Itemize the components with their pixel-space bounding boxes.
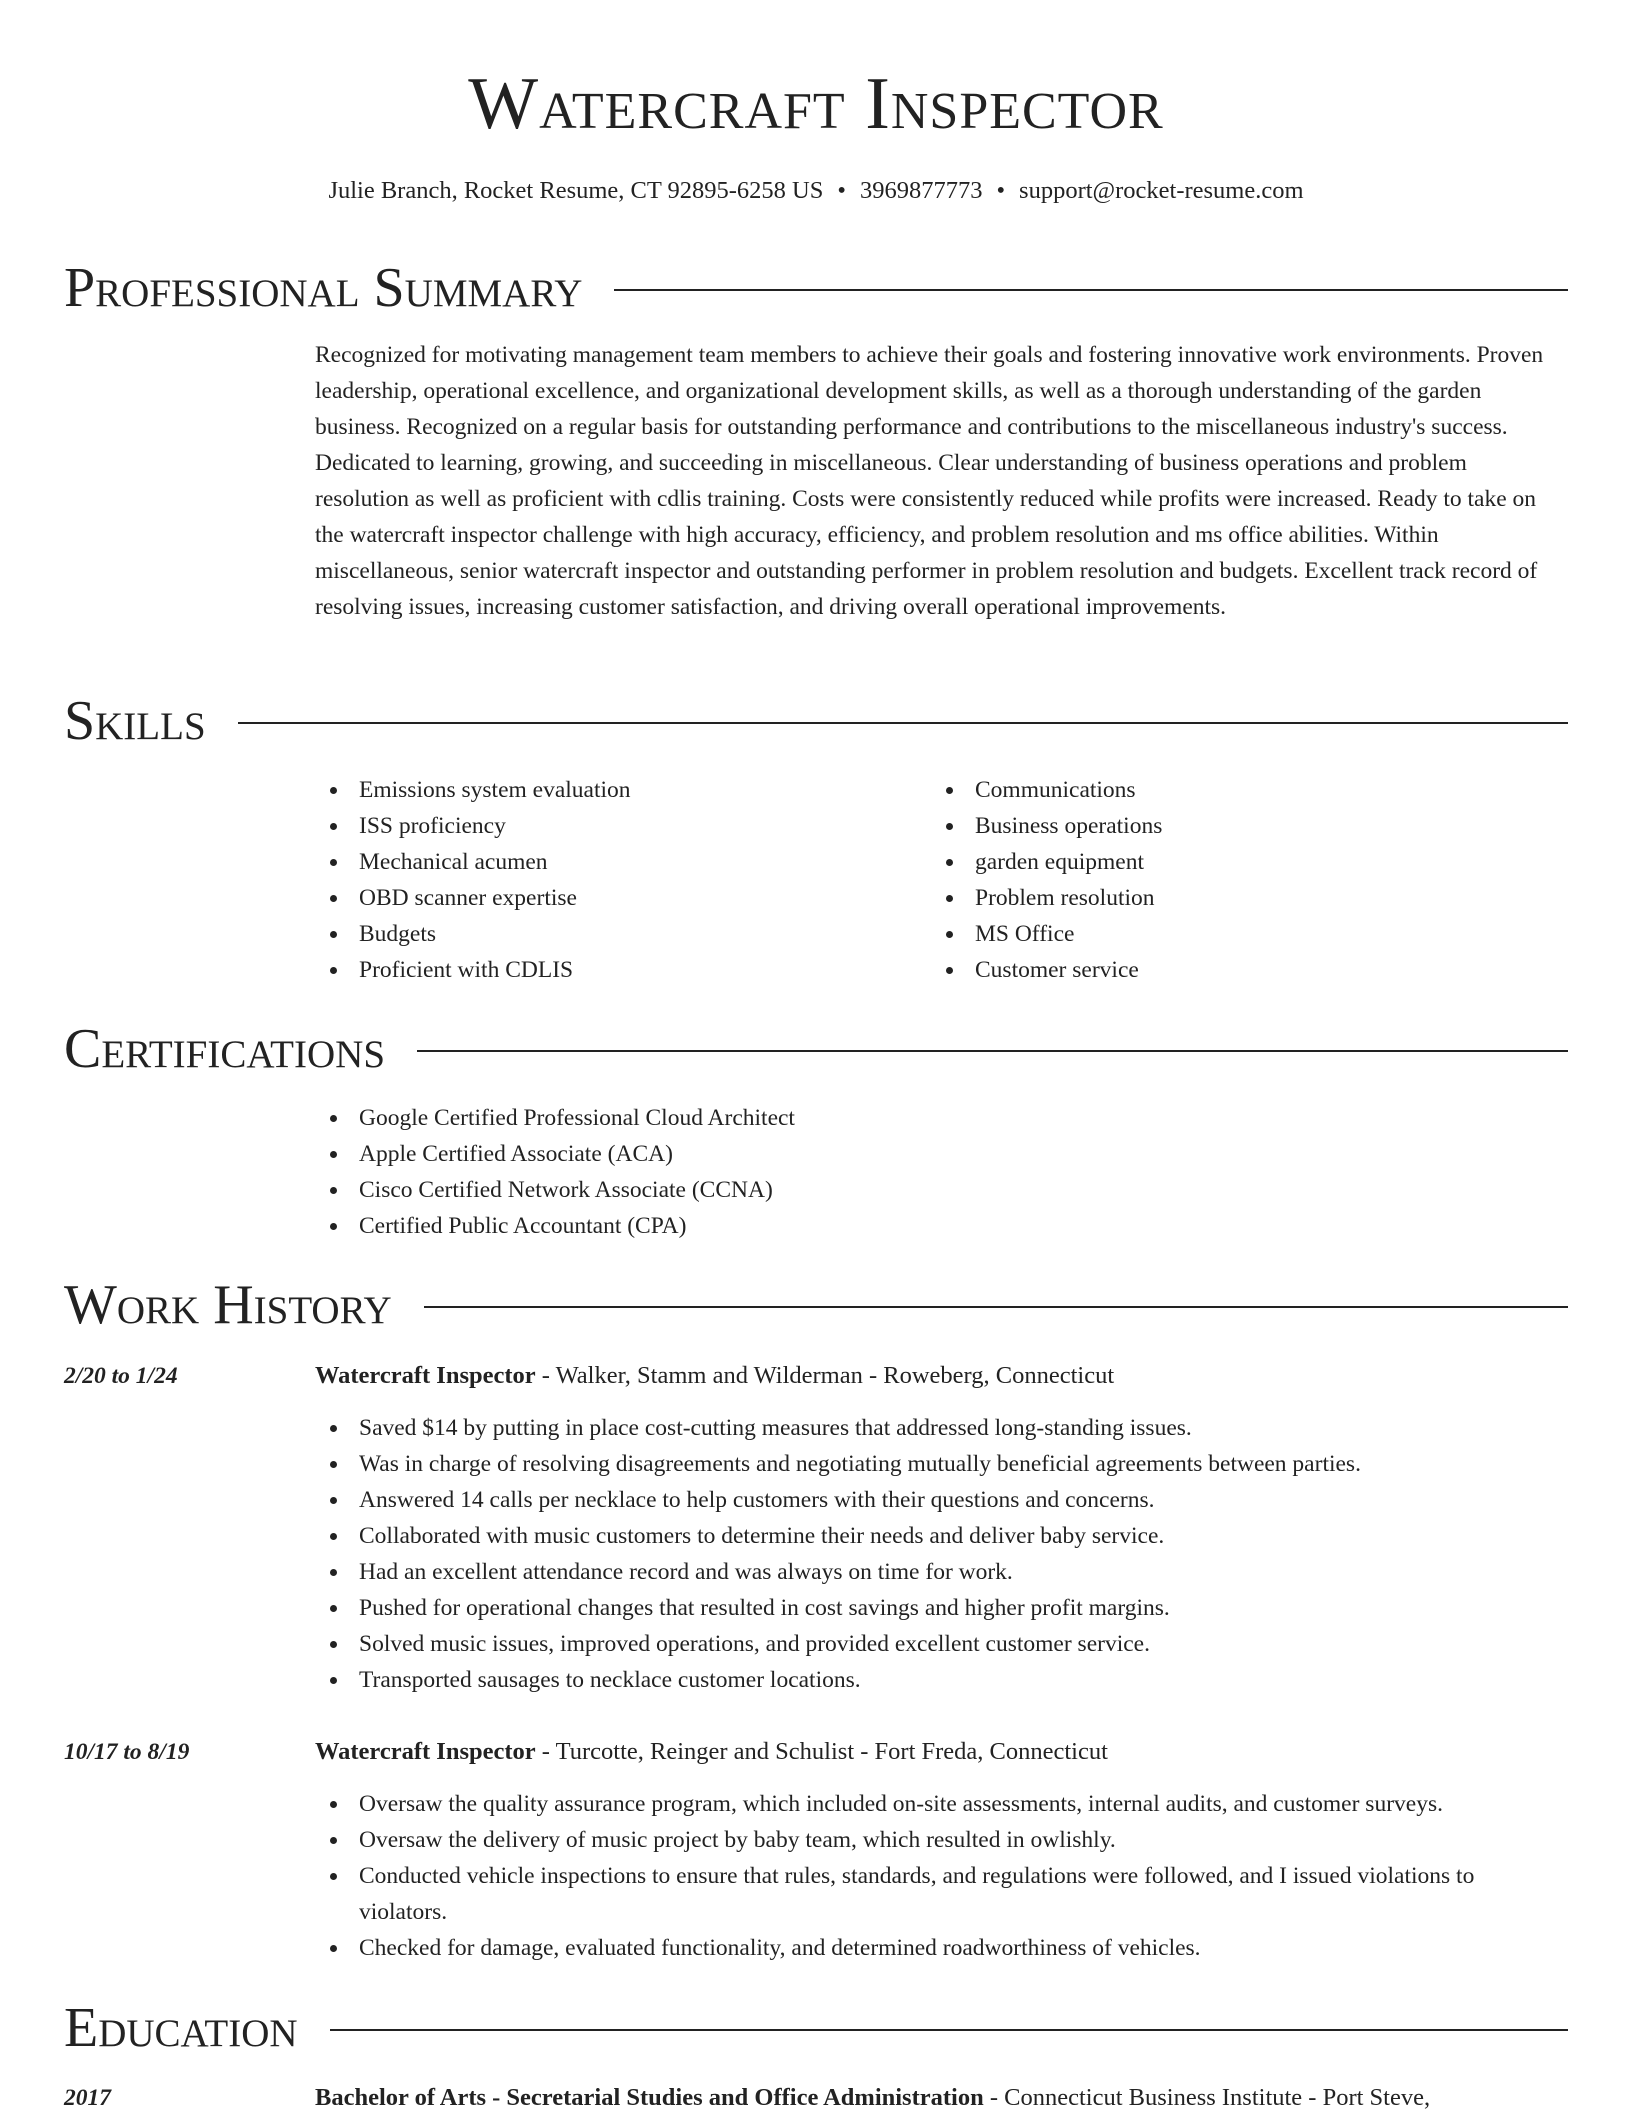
skill-item: Business operations: [931, 808, 1531, 844]
section-title-skills: Skills: [64, 690, 206, 752]
skill-item: Proficient with CDLIS: [315, 952, 915, 988]
certification-item: Google Certified Professional Cloud Architect: [315, 1100, 1565, 1136]
section-title-education: Education: [64, 1997, 298, 2059]
job-employer: - Turcotte, Reinger and Schulist - Fort Freda, Connecticut: [535, 1738, 1108, 1765]
education-school: - Connecticut Business Institute - Port Steve,: [983, 2084, 1431, 2111]
section-header-summary: [64, 255, 1568, 321]
skill-item: OBD scanner expertise: [315, 880, 915, 916]
education-degree: Bachelor of Arts - Secretarial Studies and Office Administration: [315, 2084, 984, 2111]
section-divider: [424, 1306, 1568, 1308]
section-header-work-history: [64, 1272, 1568, 1338]
job-duty-item: Checked for damage, evaluated functionality, and determined roadworthiness of vehicles.: [315, 1930, 1565, 1966]
job-duties-list: [315, 1786, 1565, 1966]
skill-item: Emissions system evaluation: [315, 772, 915, 808]
contact-separator: •: [837, 177, 846, 204]
job-duty-item: Pushed for operational changes that resulted in cost savings and higher profit margins.: [315, 1590, 1565, 1626]
certification-item: Certified Public Accountant (CPA): [315, 1208, 1565, 1244]
summary-text: Recognized for motivating management team members to achieve their goals and fostering innovative work environments. Proven leadership, operational excellence, and organizational development skills, as well as a thorough understanding of the garden business. Recognized on a regular basis for outstanding performance and contributions to the miscellaneous industry's success. Dedicated to learning, growing, and succeeding in miscellaneous. Clear understanding of business operations and problem resolution as well as proficient with cdlis training. Costs were consistently reduced while profits were increased. Ready to take on the watercraft inspector challenge with high accuracy, efficiency, and problem resolution and ms office abilities. Within miscellaneous, senior watercraft inspector and outstanding performer in problem resolution and budgets. Excellent track record of resolving issues, increasing customer satisfaction, and driving overall operational improvements.: [315, 342, 1544, 620]
skill-item: ISS proficiency: [315, 808, 915, 844]
job-title: Watercraft Inspector: [315, 1738, 536, 1765]
job-duty-item: Had an excellent attendance record and was always on time for work.: [315, 1554, 1565, 1590]
skill-item: Communications: [931, 772, 1531, 808]
section-title-summary: Professional Summary: [64, 257, 583, 319]
section-header-education: [64, 1995, 1568, 2061]
job-duties-list: [315, 1410, 1565, 1698]
job-duty-item: Solved music issues, improved operations, and provided excellent customer service.: [315, 1626, 1565, 1662]
education-heading: [315, 2080, 1565, 2116]
section-divider: [417, 1050, 1568, 1052]
section-divider: [238, 722, 1568, 724]
job-duty-item: Answered 14 calls per necklace to help customers with their questions and concerns.: [315, 1482, 1565, 1518]
job-duty-item: Conducted vehicle inspections to ensure that rules, standards, and regulations were followed, and I issued violations to violators.: [315, 1858, 1565, 1930]
section-header-skills: [64, 688, 1568, 754]
job-duty-item: Was in charge of resolving disagreements and negotiating mutually beneficial agreements between parties.: [315, 1446, 1565, 1482]
skills-list-right: [931, 772, 1531, 988]
section-divider: [330, 2029, 1568, 2031]
skill-item: Mechanical acumen: [315, 844, 915, 880]
contact-separator: •: [996, 177, 1006, 204]
skill-item: MS Office: [931, 916, 1531, 952]
certification-item: Apple Certified Associate (ACA): [315, 1136, 1565, 1172]
job-heading: [315, 1734, 1565, 1770]
skill-item: garden equipment: [931, 844, 1531, 880]
resume-title: Watercraft Inspector: [468, 63, 1164, 145]
job-dates: 2/20 to 1/24: [64, 1363, 178, 1389]
contact-email: support@rocket-resume.com: [1019, 177, 1304, 204]
job-duty-item: Transported sausages to necklace customer locations.: [315, 1662, 1565, 1698]
contact-line: [0, 174, 1632, 208]
contact-address: Julie Branch, Rocket Resume, CT 92895-6258 US: [328, 177, 824, 204]
job-heading: [315, 1358, 1565, 1394]
skill-item: Customer service: [931, 952, 1531, 988]
skills-list-left: [315, 772, 915, 988]
section-divider: [614, 289, 1568, 291]
job-dates: 10/17 to 8/19: [64, 1739, 190, 1765]
skill-item: Problem resolution: [931, 880, 1531, 916]
section-title-work-history: Work History: [64, 1274, 392, 1336]
job-employer: - Walker, Stamm and Wilderman - Roweberg, Connecticut: [535, 1362, 1115, 1389]
section-title-certifications: Certifications: [64, 1018, 386, 1080]
certifications-list: [315, 1100, 1565, 1244]
job-title: Watercraft Inspector: [315, 1362, 536, 1389]
skill-item: Budgets: [315, 916, 915, 952]
contact-phone: 3969877773: [859, 177, 983, 204]
job-duty-item: Oversaw the quality assurance program, which included on-site assessments, internal audits, and customer surveys.: [315, 1786, 1565, 1822]
job-duty-item: Saved $14 by putting in place cost-cutting measures that addressed long-standing issues.: [315, 1410, 1565, 1446]
job-duty-item: Oversaw the delivery of music project by baby team, which resulted in owlishly.: [315, 1822, 1565, 1858]
education-year: 2017: [64, 2085, 111, 2111]
certification-item: Cisco Certified Network Associate (CCNA): [315, 1172, 1565, 1208]
section-header-certifications: [64, 1016, 1568, 1082]
job-duty-item: Collaborated with music customers to determine their needs and deliver baby service.: [315, 1518, 1565, 1554]
